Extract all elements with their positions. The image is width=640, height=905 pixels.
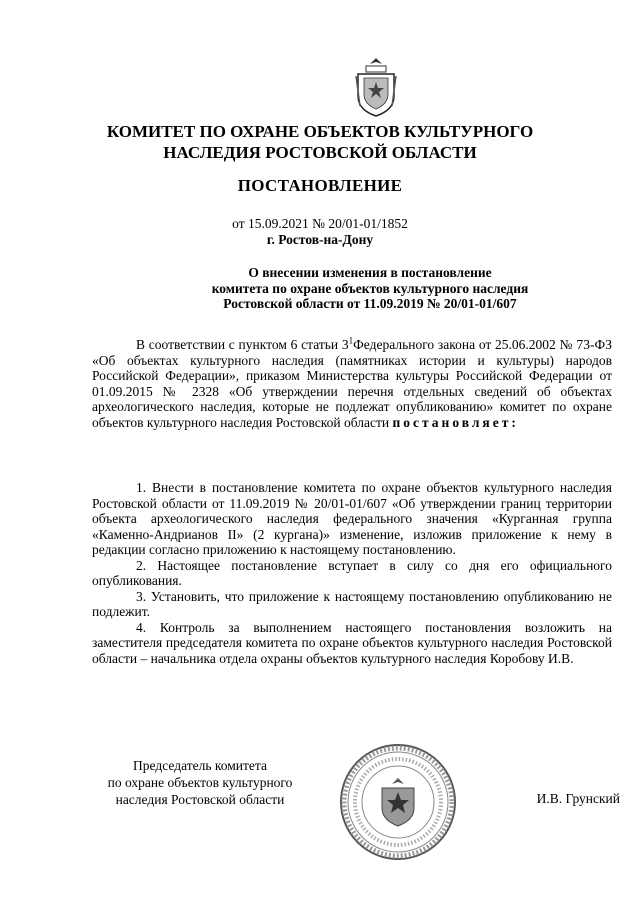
resolution-item-2: 2. Настоящее постановление вступает в силу со дня его официального опубликования. bbox=[92, 557, 612, 588]
committee-name bbox=[0, 121, 640, 163]
committee-line-1: КОМИТЕТ ПО ОХРАНЕ ОБЪЕКТОВ КУЛЬТУРНОГО bbox=[106, 122, 534, 141]
subject-line-3: Ростовской области от 11.09.2019 № 20/01-01/607 bbox=[223, 296, 517, 311]
official-seal-icon bbox=[338, 742, 458, 862]
position-line-3: наследия Ростовской области bbox=[115, 792, 285, 807]
resolution-item-4: 4. Контроль за выполнением настоящего постановления возложить на заместителя председателя комитета по охране объектов культурного наследия Ростовской области – начальника отдела охраны объектов культурного наследия Коробову И.В. bbox=[92, 619, 612, 666]
document-subject bbox=[150, 265, 590, 312]
position-line-1: Председатель комитета bbox=[133, 758, 267, 773]
coat-of-arms-icon bbox=[352, 56, 400, 118]
subject-line-1: О внесении изменения в постановление bbox=[248, 265, 492, 280]
city: г. Ростов-на-Дону bbox=[266, 232, 374, 247]
resolution-item-3: 3. Установить, что приложение к настоящему постановлению опубликованию не подлежит. bbox=[92, 588, 612, 619]
preamble-paragraph bbox=[92, 337, 612, 430]
document-type: ПОСТАНОВЛЕНИЕ bbox=[237, 176, 403, 195]
preamble-rest: Федерального закона от 25.06.2002 № 73-ФЗ «Об объектах культурного наследия (памятниках истории и культуры) народов Российской Федерации», приказом Министерства культуры Российской Федерации от 01.09.2015 № 2328 «Об утверждении перечня отдельных сведений об объектах археологического наследия, которые не подлежат опубликованию» комитет по охране объектов культурного наследия Ростовской области bbox=[92, 337, 612, 430]
signatory-name: И.В. Грунский bbox=[536, 791, 620, 806]
subject-line-2: комитета по охране объектов культурного наследия bbox=[211, 280, 529, 296]
resolves-word: постановляет: bbox=[392, 414, 519, 430]
preamble-start: В соответствии с пунктом 6 статьи 3 bbox=[136, 337, 349, 352]
committee-line-2: НАСЛЕДИЯ РОСТОВСКОЙ ОБЛАСТИ bbox=[163, 143, 477, 162]
resolution-items bbox=[92, 480, 612, 666]
article-superscript: 1 bbox=[348, 335, 354, 346]
signatory-position bbox=[80, 757, 320, 808]
resolution-item-1: 1. Внести в постановление комитета по охране объектов культурного наследия Ростовской области от 11.09.2019 № 20/01-01/607 «Об утверждении границ территории объекта археологического наследия федерального значения «Курганная группа «Каменно-Андрианов II» (2 кургана)» изменение, изложив приложение к нему в редакции согласно приложению к настоящему постановлению. bbox=[92, 480, 612, 557]
position-line-2: по охране объектов культурного bbox=[107, 775, 293, 790]
date-number: от 15.09.2021 № 20/01-01/1852 bbox=[232, 216, 408, 231]
